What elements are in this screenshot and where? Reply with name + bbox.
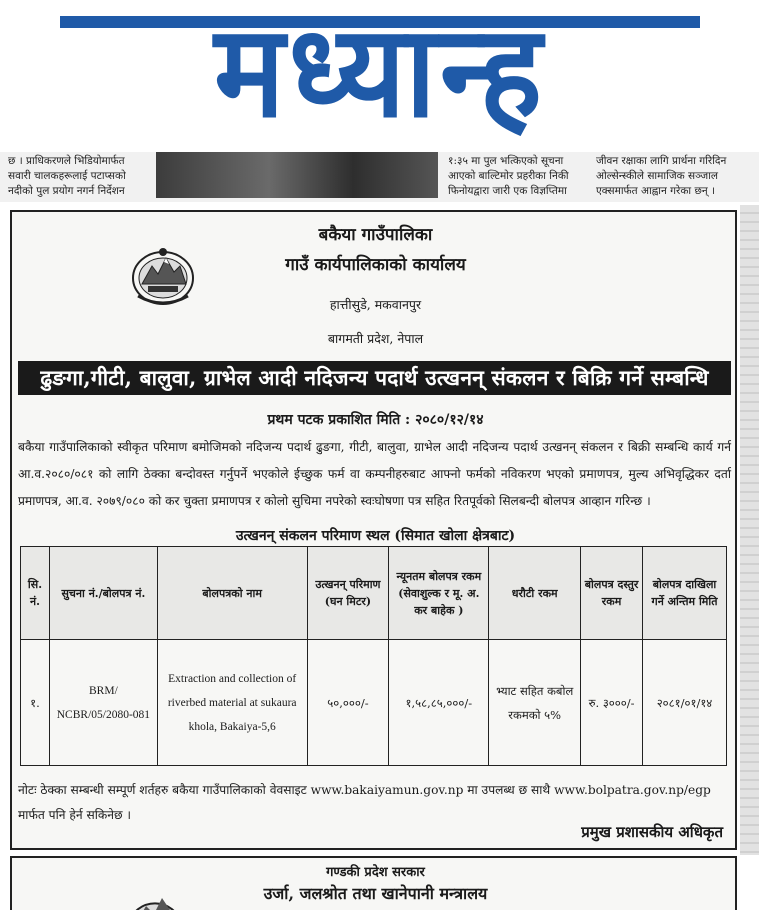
col-header-sn: सि. नं.: [21, 547, 50, 640]
notice-note: नोटः ठेक्का सम्बन्धी सम्पूर्ण शर्तहरु बकैया गाउँपालिकाको वेवसाइट www.bakaiyamun.gov.np मा उपलब्ध छ साथै www.bolpatra.gov.np/egp मार्फत पनि हेर्न सकिनेछ ।: [18, 783, 711, 822]
strip-right-text: जीवन रक्षाका लागि प्रार्थना गरिदिन ओल्सेन्स्कीले सामाजिक सञ्जाल एक्समार्फत आह्वान गरेका छन् ।: [596, 155, 727, 197]
second-notice: [10, 856, 737, 910]
cell-deadline: २०८१/०१/१४: [643, 640, 727, 766]
cell-min-amount: १,५८,८५,०००/-: [389, 640, 489, 766]
office-name: गाउँ कार्यपालिकाको कार्यालय: [285, 255, 466, 275]
adjacent-column: [740, 205, 759, 855]
cell-name: Extraction and collection of riverbed material at sukaura khola, Bakaiya-5,6: [157, 640, 307, 766]
notice-headline: ढुङगा,गीटी, बालुवा, ग्राभेल आदी नदिजन्य पदार्थ उत्खनन् संकलन र बिक्रि गर्ने सम्बन्धि: [18, 361, 731, 395]
strip-middle-text: १:३५ मा पुल भत्किएको सूचना आएको बाल्टिमोर प्रहरीका निकी फिनोयद्वारा जारी एक विज्ञप्तिमा: [448, 155, 569, 197]
news-photo: [156, 152, 438, 198]
col-header-notice-no: सुचना नं./बोलपत्र नं.: [49, 547, 157, 640]
cell-sn: १.: [21, 640, 50, 766]
col-header-name: बोलपत्रको नाम: [157, 547, 307, 640]
org-name: बकैया गाउँपालिका: [318, 225, 433, 245]
publication-date: प्रथम पटक प्रकाशित मिति : २०८०/१२/१४: [267, 412, 484, 428]
table-row: [21, 640, 727, 766]
office-location: हात्तीसुडे, मकवानपुर: [329, 297, 422, 312]
second-notice-line1: गण्डकी प्रदेश सरकार: [326, 865, 425, 880]
masthead: [0, 0, 759, 150]
table-header-row: [21, 547, 727, 640]
col-header-deposit: धरौटी रकम: [489, 547, 581, 640]
cell-fee: रु. ३०००/-: [581, 640, 643, 766]
cell-notice-no: BRM/ NCBR/05/2080-081: [49, 640, 157, 766]
col-header-quantity: उत्खनन् परिमाण (घन मिटर): [307, 547, 389, 640]
cell-quantity: ५०,०००/-: [307, 640, 389, 766]
tender-table: [20, 546, 727, 766]
signatory-title: प्रमुख प्रशासकीय अधिकृत: [581, 823, 723, 841]
col-header-deadline: बोलपत्र दाखिला गर्ने अन्तिम मिति: [643, 547, 727, 640]
masthead-title: मध्यान्ह: [214, 0, 546, 146]
news-strip: [0, 152, 759, 202]
strip-left-text: छ । प्राधिकरणले भिडियोमार्फत सवारी चालकहरूलाई पटाप्सको नदीको पुल प्रयोग नगर्न निर्देशन: [8, 155, 126, 197]
col-header-min-amount: न्यूनतम बोलपत्र रकम (सेवाशुल्क र मू. अ. कर बाहेक ): [389, 547, 489, 640]
table-title: उत्खनन् संकलन परिमाण स्थल (सिमात खोला क्षेत्रबाट): [235, 528, 516, 544]
second-notice-line2: उर्जा, जलश्रोत तथा खानेपानी मन्त्रालय: [263, 884, 488, 903]
province: बागमती प्रदेश, नेपाल: [327, 331, 424, 346]
tender-notice: [10, 210, 737, 850]
cell-deposit: भ्याट सहित कबोल रकमको ५%: [489, 640, 581, 766]
notice-body: बकैया गाउँपालिकाको स्वीकृत परिमाण बमोजिमको नदिजन्य पदार्थ ढुङगा, गीटी, बालुवा, ग्राभेल आदी नदिजन्य पदार्थ उत्खनन् संकलन र बिक्री सम्बन्धि कार्य गर्न आ.व.२०८०/०८१ को लागि ठेक्का बन्दोवस्त गर्नुपर्ने भएकोले ईच्छुक फर्म वा कम्पनीहरुबाट आफ्नो फर्मको नविकरण भएको प्रमाणपत्र, मुल्य अभिवृद्धिकर दर्ता प्रमाणपत्र, आ.व. २०७९/०८० को कर चुक्ता प्रमाणपत्र र कोलो सुचिमा नपरेको स्वःघोषणा पत्र सहित रितपूर्वको सिलबन्दी बोलपत्र आव्हान गरिन्छ ।: [18, 440, 731, 508]
col-header-fee: बोलपत्र दस्तुर रकम: [581, 547, 643, 640]
